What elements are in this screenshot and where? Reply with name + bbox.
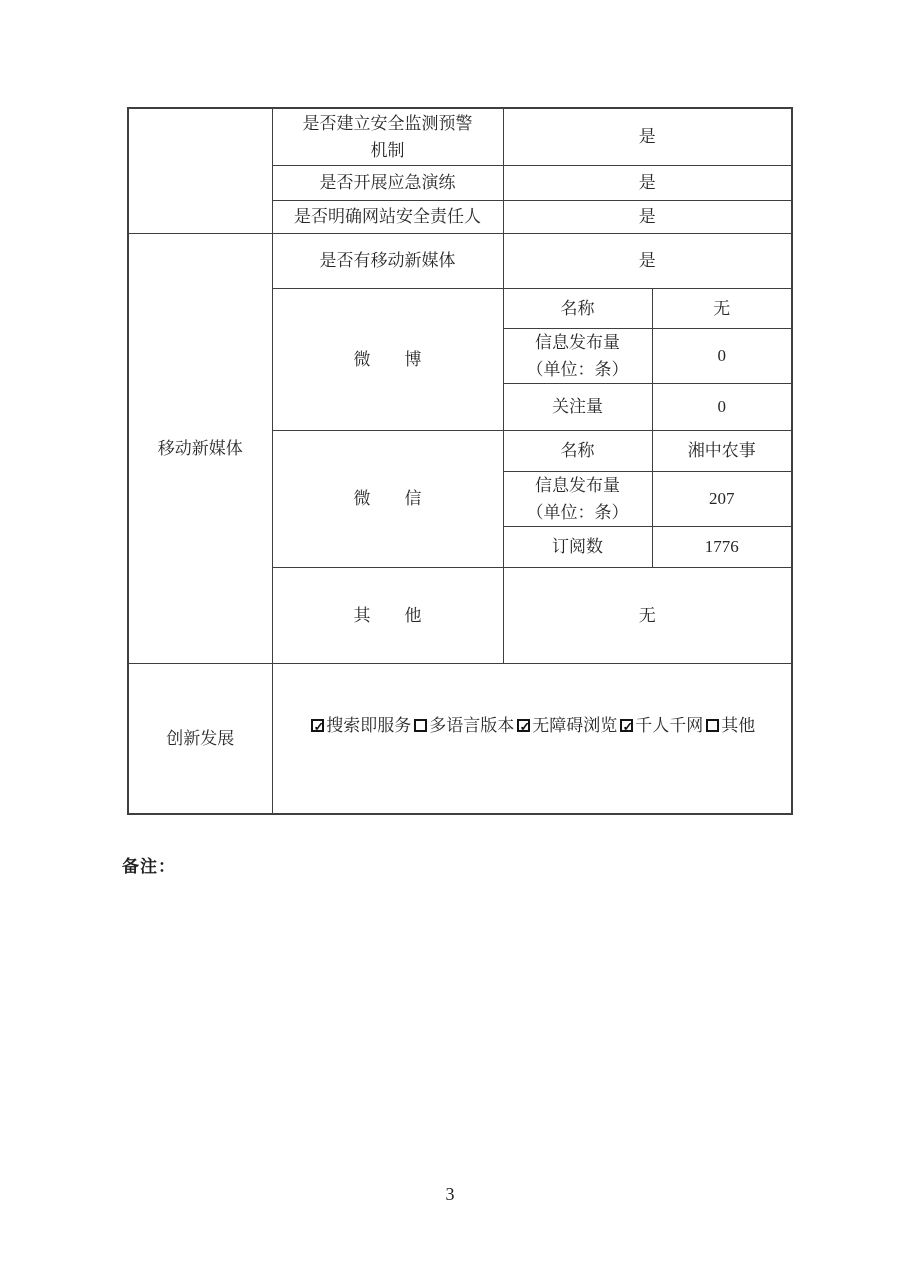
label-line: （单位：条） xyxy=(526,502,629,522)
label-line: 信息发布量 xyxy=(535,332,620,352)
value-weibo-posts: 0 xyxy=(652,328,792,383)
checkbox-checked-icon xyxy=(517,719,531,735)
page-number: 3 xyxy=(445,1184,455,1204)
checkbox-option-multilingual xyxy=(411,712,514,739)
value-has-mobile-media: 是 xyxy=(503,233,792,288)
row-label-emergency-drill: 是否开展应急演练 xyxy=(272,165,503,200)
value-weibo-followers: 0 xyxy=(652,383,792,430)
group-label-wechat: 微 信 xyxy=(272,430,503,567)
table-row xyxy=(128,108,792,165)
checkbox-label: 无障碍浏览 xyxy=(532,715,618,735)
checkbox-option-personalized xyxy=(617,712,703,739)
row-label-wechat-posts xyxy=(503,471,652,526)
annual-report-table xyxy=(127,107,793,815)
checkbox-checked-icon xyxy=(311,719,325,735)
checkbox-checked-icon xyxy=(620,719,634,735)
innovation-options-cell xyxy=(272,663,792,814)
value-wechat-name: 湘中农事 xyxy=(652,430,792,471)
label-line: 信息发布量 xyxy=(535,475,620,495)
innovation-options xyxy=(277,712,788,739)
row-label-wechat-subscribers: 订阅数 xyxy=(503,526,652,567)
value-wechat-subscribers: 1776 xyxy=(652,526,792,567)
section-cell-empty xyxy=(128,108,272,233)
group-label-weibo: 微 博 xyxy=(272,288,503,430)
value-weibo-name: 无 xyxy=(652,288,792,328)
checkbox-label: 千人千网 xyxy=(635,715,704,735)
remark-label: 备注： xyxy=(122,857,176,876)
row-label-weibo-name: 名称 xyxy=(503,288,652,328)
label-line: （单位：条） xyxy=(526,359,629,379)
value-security-responsible-person: 是 xyxy=(503,200,792,233)
label-line: 是否建立安全监测预警 xyxy=(302,113,473,133)
checkbox-option-search-service xyxy=(308,712,411,739)
value-wechat-posts: 207 xyxy=(652,471,792,526)
value-emergency-drill: 是 xyxy=(503,165,792,200)
table-row xyxy=(128,663,792,814)
section-header-mobile-media: 移动新媒体 xyxy=(128,233,272,663)
checkbox-option-other xyxy=(703,712,755,739)
row-label-weibo-posts xyxy=(503,328,652,383)
section-header-innovation: 创新发展 xyxy=(128,663,272,814)
row-label-security-responsible-person: 是否明确网站安全责任人 xyxy=(272,200,503,233)
checkbox-option-accessibility xyxy=(514,712,617,739)
value-other-media: 无 xyxy=(503,567,792,663)
checkbox-unchecked-icon xyxy=(706,719,719,732)
row-label-security-monitoring xyxy=(272,108,503,165)
label-line: 机制 xyxy=(370,140,405,160)
checkmark-icon: ✓ xyxy=(519,719,531,735)
value-security-monitoring: 是 xyxy=(503,108,792,165)
checkbox-label: 多语言版本 xyxy=(429,715,515,735)
checkbox-label: 搜索即服务 xyxy=(326,715,412,735)
row-label-wechat-name: 名称 xyxy=(503,430,652,471)
checkbox-unchecked-icon xyxy=(414,719,427,732)
table-row xyxy=(128,233,792,288)
group-label-other-media: 其 他 xyxy=(272,567,503,663)
row-label-weibo-followers: 关注量 xyxy=(503,383,652,430)
checkmark-icon: ✓ xyxy=(313,719,325,735)
row-label-has-mobile-media: 是否有移动新媒体 xyxy=(272,233,503,288)
checkbox-label: 其他 xyxy=(721,715,756,735)
checkmark-icon: ✓ xyxy=(622,719,634,735)
